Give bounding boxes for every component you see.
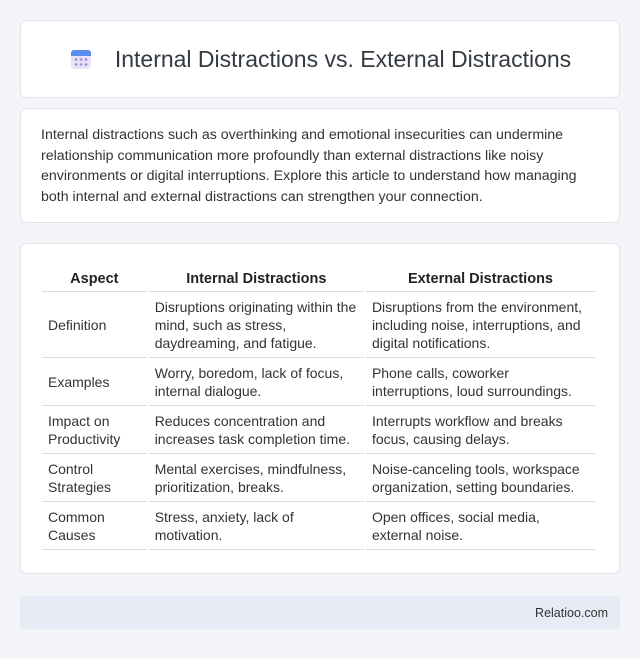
table-header-row	[42, 264, 595, 292]
header-internal: Internal Distractions	[149, 264, 364, 292]
row-aspect: Control Strategies	[42, 454, 147, 502]
row-aspect: Impact on Productivity	[42, 406, 147, 454]
calendar-grid-icon	[69, 47, 93, 71]
footer	[20, 596, 620, 629]
comparison-table	[40, 264, 597, 550]
row-external: Open offices, social media, external noise.	[366, 502, 595, 550]
row-internal: Disruptions originating within the mind, such as stress, daydreaming, and fatigue.	[149, 292, 364, 358]
page-title: Internal Distractions vs. External Distractions	[114, 45, 572, 72]
comparison-table-card	[20, 243, 620, 574]
header-aspect: Aspect	[42, 264, 147, 292]
table-row	[42, 358, 595, 406]
row-external: Phone calls, coworker interruptions, loud surroundings.	[366, 358, 595, 406]
row-internal: Reduces concentration and increases task completion time.	[149, 406, 364, 454]
row-external: Noise-canceling tools, workspace organization, setting boundaries.	[366, 454, 595, 502]
row-external: Interrupts workflow and breaks focus, causing delays.	[366, 406, 595, 454]
table-row	[42, 406, 595, 454]
footer-site-link[interactable]: Relatioo.com	[535, 605, 608, 620]
row-aspect: Definition	[42, 292, 147, 358]
row-internal: Worry, boredom, lack of focus, internal dialogue.	[149, 358, 364, 406]
row-aspect: Examples	[42, 358, 147, 406]
intro-paragraph: Internal distractions such as overthinking and emotional insecurities can undermine relationship communication more profoundly than external distractions like noisy environments or digital interruptions. Explore this article to understand how managing both internal and external distractions can strengthen your connection.	[41, 127, 577, 205]
header-external: External Distractions	[366, 264, 595, 292]
title-card	[20, 20, 620, 98]
row-internal: Mental exercises, mindfulness, prioritization, breaks.	[149, 454, 364, 502]
table-row	[42, 292, 595, 358]
table-row	[42, 454, 595, 502]
row-external: Disruptions from the environment, including noise, interruptions, and digital notifications.	[366, 292, 595, 358]
row-aspect: Common Causes	[42, 502, 147, 550]
table-row	[42, 502, 595, 550]
row-internal: Stress, anxiety, lack of motivation.	[149, 502, 364, 550]
intro-card	[20, 108, 620, 223]
